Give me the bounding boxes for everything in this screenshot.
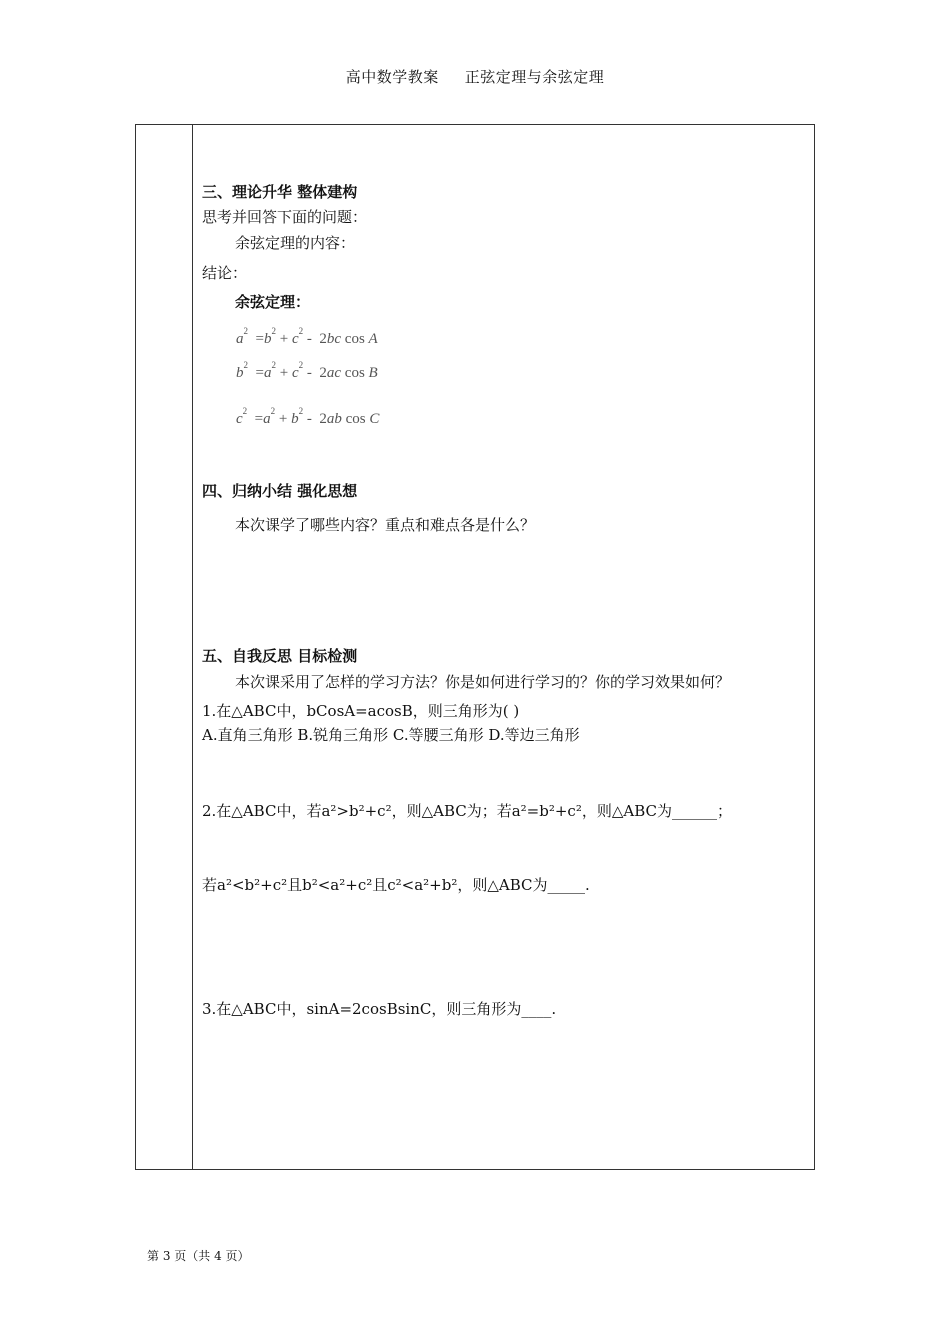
formula-a: $a^2 =b^2 + c^2 - 2bc$ cos A — [236, 326, 378, 347]
header-subject: 高中数学教案 — [345, 68, 439, 86]
question-1-options: A.直角三角形 B.锐角三角形 C.等腰三角形 D.等边三角形 — [202, 726, 580, 744]
conclusion-label: 结论： — [202, 264, 248, 282]
section4-heading: 四、归纳小结 强化思想 — [202, 482, 358, 500]
theorem-label: 余弦定理： — [235, 293, 311, 311]
question-2: 2.在△ABC中，若a²>b²+c²，则△ABC为；若a²=b²+c²，则△ABC为______； — [202, 802, 732, 820]
page-header — [0, 66, 950, 87]
section3-item: 余弦定理的内容： — [235, 234, 356, 252]
section4-question: 本次课学了哪些内容？重点和难点各是什么？ — [235, 516, 536, 534]
left-column — [136, 125, 193, 1169]
section3-heading: 三、理论升华 整体建构 — [202, 183, 358, 201]
question-3: 3.在△ABC中，sinA=2cosBsinC，则三角形为____. — [202, 1000, 557, 1018]
section5-heading: 五、自我反思 目标检测 — [202, 647, 358, 665]
formula-b: $b^2 =a^2 + c^2 - 2ac$ cos B — [236, 360, 378, 381]
formula-c: $c^2 =a^2 + b^2 - 2ab$ cos C — [236, 406, 380, 427]
section5-question: 本次课采用了怎样的学习方法？你是如何进行学习的？你的学习效果如何？ — [235, 673, 731, 691]
lesson-table — [135, 124, 815, 1170]
section3-prompt: 思考并回答下面的问题： — [202, 208, 368, 226]
header-topic: 正弦定理与余弦定理 — [464, 68, 605, 86]
question-2b: 若a²<b²+c²且b²<a²+c²且c²<a²+b²，则△ABC为_____. — [202, 876, 590, 894]
page-footer: 第 3 页（共 4 页） — [147, 1249, 250, 1263]
question-1: 1.在△ABC中，bCosA=acosB，则三角形为( ) — [202, 702, 520, 720]
